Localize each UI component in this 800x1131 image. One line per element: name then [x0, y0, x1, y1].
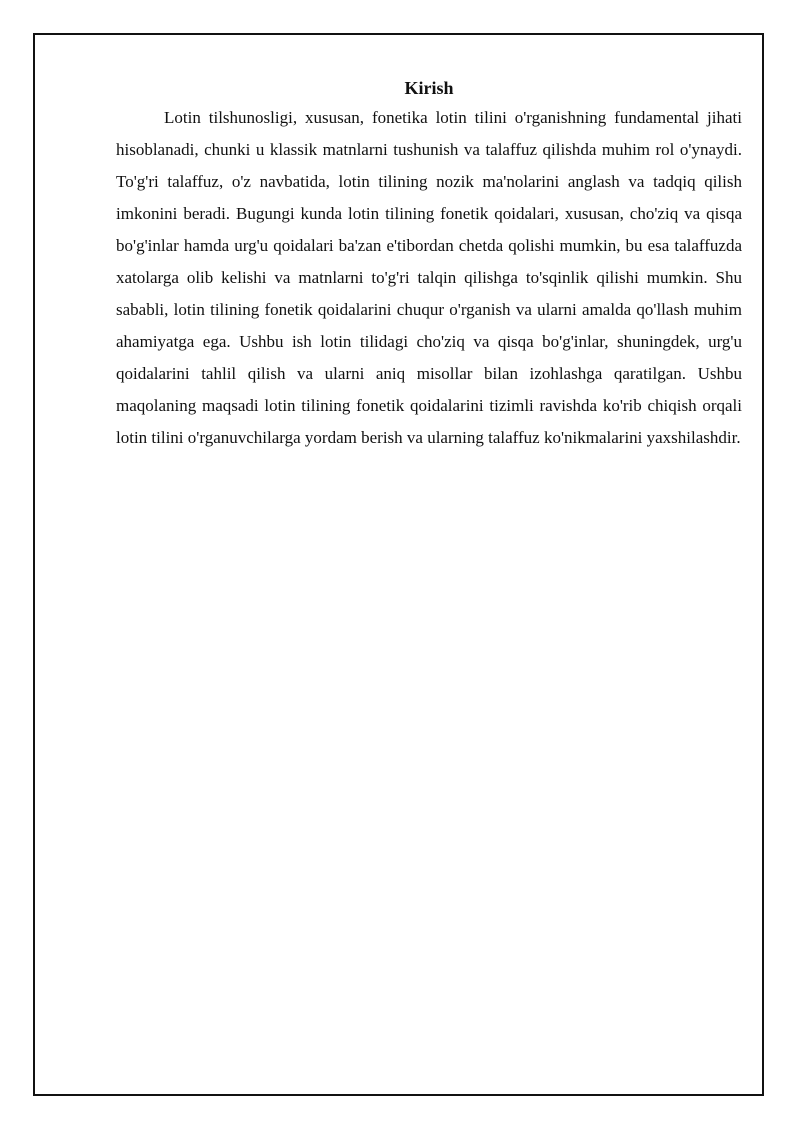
page-title: Kirish: [404, 78, 454, 98]
intro-paragraph: Lotin tilshunosligi, xususan, fonetika lotin tilini o'rganishning fundamental jihati hisoblanadi, chunki u klassik matnlarni tushunish va talaffuz qilishda muhim rol o'ynaydi. To'g'ri talaffuz, o'z navbatida, lotin tilining nozik ma'nolarini anglash va tadqiq qilish imkonini beradi. Bugungi kunda lotin tilining fonetik qoidalari, xususan, cho'ziq va qisqa bo'g'inlar hamda urg'u qoidalari ba'zan e'tibordan chetda qolishi mumkin, bu esa talaffuzda xatolarga olib kelishi va matnlarni to'g'ri talqin qilishga to'sqinlik qilishi mumkin. Shu sababli, lotin tilining fonetik qoidalarini chuqur o'rganish va ularni amalda qo'llash muhim ahamiyatga ega. Ushbu ish lotin tilidagi cho'ziq va qisqa bo'g'inlar, shuningdek, urg'u qoidalarini tahlil qilish va ularni aniq misollar bilan izohlashga qaratilgan. Ushbu maqolaning maqsadi lotin tilining fonetik qoidalarini tizimli ravishda ko'rib chiqish orqali lotin tilini o'rganuvchilarga yordam berish va ularning talaffuz ko'nikmalarini yaxshilashdir.: [116, 108, 742, 447]
document-body: [116, 76, 742, 454]
